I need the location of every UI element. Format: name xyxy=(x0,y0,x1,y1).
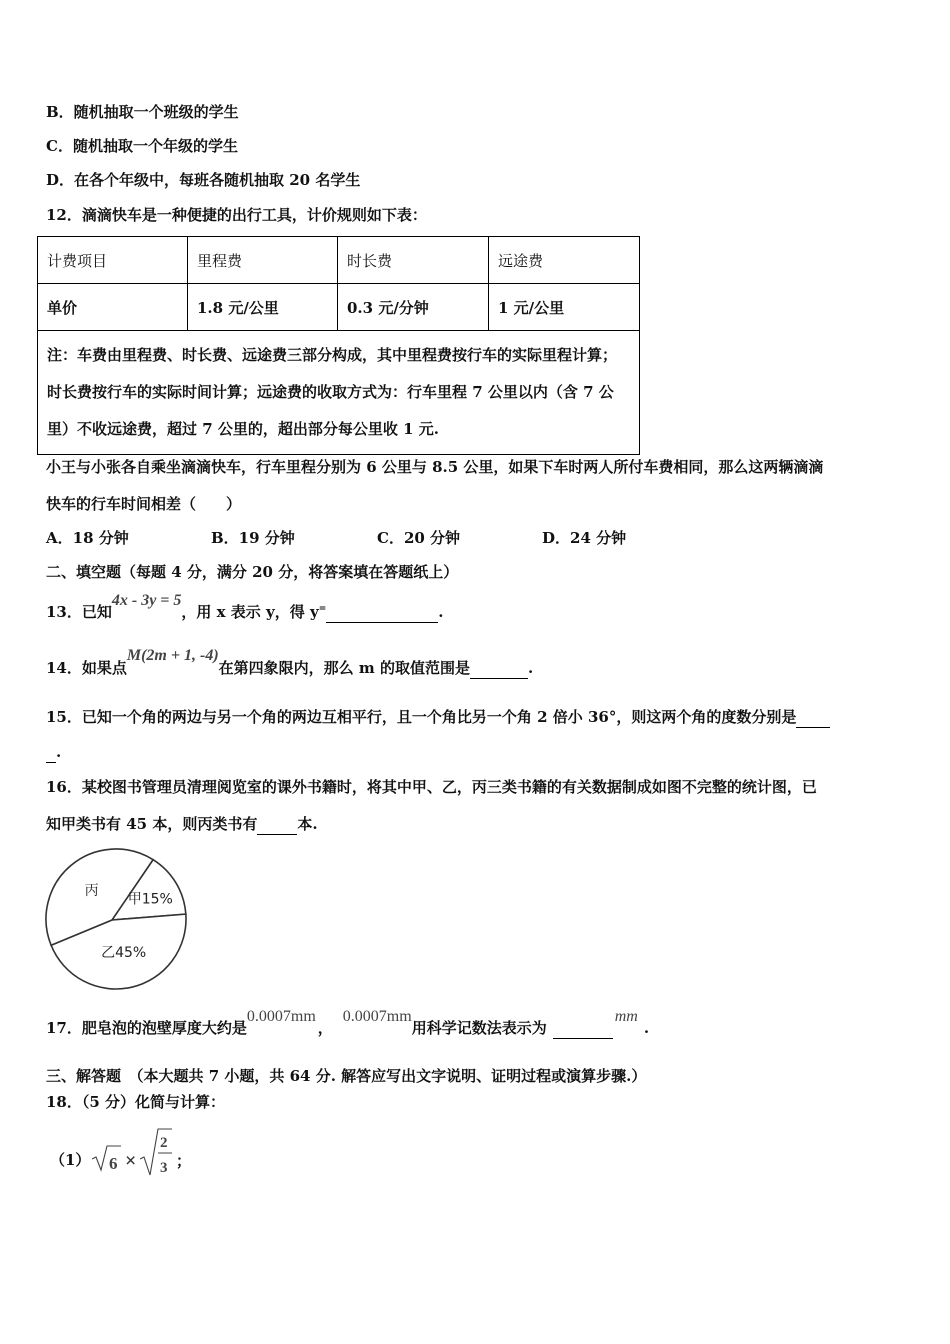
q11-option-c: C．随机抽取一个年级的学生 xyxy=(46,137,238,155)
times-sign: × xyxy=(125,1150,137,1172)
q17-value1: 0.0007mm xyxy=(246,1008,316,1025)
q15-text: 15．已知一个角的两边与另一个角的两边互相平行，且一个角比另一个角 2 倍小 36°，则这两个角的度数分别是 xyxy=(46,708,797,726)
q12-option-a: A．18 分钟 xyxy=(46,529,129,547)
q12-option-c: C．20 分钟 xyxy=(377,529,461,547)
part1-semicolon: ； xyxy=(176,1152,192,1170)
radicand-6: 6 xyxy=(109,1154,118,1173)
fraction-numerator: 2 xyxy=(160,1135,168,1151)
q15-tail: . xyxy=(56,743,62,761)
q17-comma: ， xyxy=(317,1019,333,1037)
q13-formula: 4x - 3y = 5 xyxy=(111,592,182,609)
q16-tail: 本. xyxy=(297,815,318,833)
q12-option-b: B．19 分钟 xyxy=(211,529,295,547)
q14-suffix: 在第四象限内，那么 m 的取值范围是 xyxy=(218,659,470,677)
table-note-row xyxy=(38,331,640,455)
q13-suffix: ，用 x 表示 y，得 y xyxy=(181,603,319,621)
q14-formula: M(2m + 1, -4) xyxy=(126,647,219,664)
q12-option-d: D．24 分钟 xyxy=(542,529,627,547)
q18-part1-label: （1） xyxy=(50,1151,91,1169)
q13-prefix: 13．已知 xyxy=(46,603,112,621)
table-header-row xyxy=(38,237,640,284)
q17-prefix: 17．肥皂泡的泡壁厚度大约是 xyxy=(46,1019,247,1037)
pie-label-jia: 甲15% xyxy=(127,891,173,908)
q13: 13．已知4x - 3y = 5，用 x 表示 y，得 y= . xyxy=(46,592,444,621)
q11-option-b: B．随机抽取一个班级的学生 xyxy=(46,103,239,121)
table-header-cell: 计费项目 xyxy=(38,237,188,284)
section2-title: 二、填空题（每题 4 分，满分 20 分，将答案填在答题纸上） xyxy=(46,563,459,581)
q15-line1 xyxy=(46,707,830,728)
q16-line2 xyxy=(46,814,318,835)
q16-answer-blank[interactable] xyxy=(257,814,297,835)
table-cell: 1 元/公里 xyxy=(489,284,640,331)
pie-label-yi: 乙45% xyxy=(101,945,147,962)
q17-value2: 0.0007mm xyxy=(342,1008,412,1025)
q16-line1: 16．某校图书管理员清理阅览室的课外书籍时，将其中甲、乙，丙三类书籍的有关数据制成如图不完整的统计图，已 xyxy=(46,778,817,796)
table-header-cell: 远途费 xyxy=(489,237,640,284)
table-header-cell: 时长费 xyxy=(338,237,489,284)
fee-table xyxy=(37,236,640,455)
q14-answer-blank[interactable] xyxy=(470,658,528,679)
q13-answer-blank[interactable] xyxy=(326,602,438,623)
table-cell: 单价 xyxy=(38,284,188,331)
table-cell: 0.3 元/分钟 xyxy=(338,284,489,331)
q15-answer-blank-part2[interactable] xyxy=(46,742,56,763)
q14 xyxy=(46,647,534,679)
q17-answer-blank[interactable] xyxy=(553,1018,613,1039)
table-row xyxy=(38,284,640,331)
q18-part1-expression xyxy=(88,1128,208,1178)
q15-line2 xyxy=(46,742,61,763)
q17-unit: mm xyxy=(614,1008,638,1025)
table-note: 注：车费由里程费、时长费、远途费三部分构成，其中里程费按行车的实际里程计算；时长费按行车的实际时间计算；远途费的收取方式为：行车里程 7 公里以内（含 7 公里）不收远途费，超过 7 公里的，超出部分每公里收 1 元. xyxy=(38,331,640,455)
table-header-cell: 里程费 xyxy=(188,237,338,284)
q12-stem: 12．滴滴快车是一种便捷的出行工具，计价规则如下表： xyxy=(46,206,427,224)
q17-tail: . xyxy=(643,1019,650,1037)
section3-title: 三、解答题 （本大题共 7 小题，共 64 分. 解答应写出文字说明、证明过程或演算步骤.） xyxy=(46,1067,647,1085)
q16-text: 知甲类书有 45 本，则丙类书有 xyxy=(46,815,258,833)
q14-tail: . xyxy=(527,659,534,677)
q11-option-d: D．在各个年级中，每班各随机抽取 20 名学生 xyxy=(46,171,361,189)
q12-question-line2: 快车的行车时间相差（ ） xyxy=(46,495,242,513)
q17 xyxy=(46,1008,650,1039)
q17-suffix: 用科学记数法表示为 xyxy=(411,1019,547,1037)
q15-answer-blank-part1[interactable] xyxy=(796,707,830,728)
fraction-denominator: 3 xyxy=(160,1160,168,1176)
q18-stem: 18．（5 分）化简与计算： xyxy=(46,1093,226,1111)
q12-question-line1: 小王与小张各自乘坐滴滴快车，行车里程分别为 6 公里与 8.5 公里，如果下车时两人所付车费相同，那么这两辆滴滴 xyxy=(46,458,824,476)
table-cell: 1.8 元/公里 xyxy=(188,284,338,331)
pie-label-bing: 丙 xyxy=(84,882,99,899)
q14-prefix: 14．如果点 xyxy=(46,659,127,677)
q13-tail: . xyxy=(438,603,444,621)
pie-chart xyxy=(44,846,190,992)
